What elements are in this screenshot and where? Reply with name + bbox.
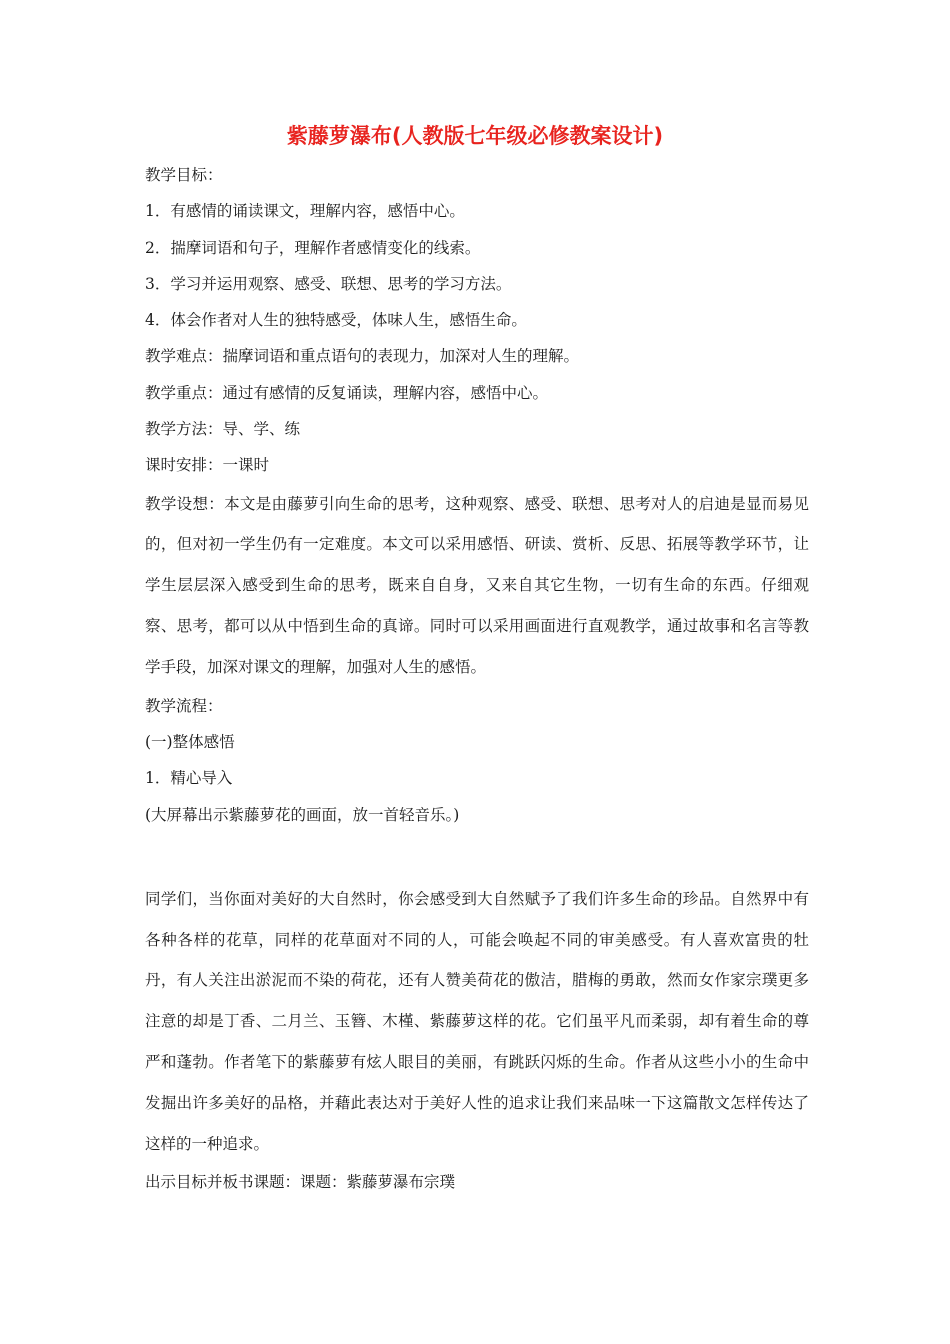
document-body <box>145 157 809 1201</box>
goal-item: 2．揣摩词语和句子，理解作者感情变化的线索。 <box>145 238 481 257</box>
blackboard-text: 出示目标并板书课题：课题：紫藤萝瀑布宗璞 <box>145 1173 456 1192</box>
document-title: 紫藤萝瀑布(人教版七年级必修教案设计) <box>286 124 664 148</box>
schedule-text: 课时安排：一课时 <box>145 456 270 475</box>
focus-text: 教学重点：通过有感情的反复诵读，理解内容，感悟中心。 <box>145 383 549 402</box>
method-text: 教学方法：导、学、练 <box>145 420 301 439</box>
spacer <box>145 833 809 879</box>
concept-paragraph: 教学设想：本文是由藤萝引向生命的思考，这种观察、感受、联想、思考对人的启迪是显而易见的，但对初一学生仍有一定难度。本文可以采用感悟、研读、赏析、反思、拓展等教学环节，让学生层层深入感受到生命的思考，既来自自身，又来自其它生物，一切有生命的东西。仔细观察、思考，都可以从中悟到生命的真谛。同时可以采用画面进行直观教学，通过故事和名言等教学手段，加深对课文的理解，加强对人生的感悟。 <box>145 494 809 676</box>
goal-item: 3．学习并运用观察、感受、联想、思考的学习方法。 <box>145 274 512 293</box>
stage-note: (大屏幕出示紫藤萝花的画面，放一首轻音乐。) <box>145 805 460 824</box>
difficulty-text: 教学难点：揣摩词语和重点语句的表现力，加深对人生的理解。 <box>145 347 580 366</box>
intro-paragraph: 同学们，当你面对美好的大自然时，你会感受到大自然赋予了我们许多生命的珍品。自然界中有各种各样的花草，同样的花草面对不同的人，可能会唤起不同的审美感受。有人喜欢富贵的牡丹，有人关注出淤泥而不染的荷花，还有人赞美荷花的傲洁，腊梅的勇敢，然而女作家宗璞更多注意的却是丁香、二月兰、玉簪、木槿、紫藤萝这样的花。它们虽平凡而柔弱，却有着生命的尊严和蓬勃。作者笔下的紫藤萝有炫人眼目的美丽，有跳跃闪烁的生命。作者从这些小小的生命中发掘出许多美好的品格，并藉此表达对于美好人性的追求让我们来品味一下这篇散文怎样传达了这样的一种追求。 <box>145 889 809 1153</box>
goals-heading: 教学目标： <box>145 166 223 184</box>
section-heading: (一)整体感悟 <box>145 732 235 751</box>
goal-item: 4．体会作者对人生的独特感受，体味人生，感悟生命。 <box>145 311 527 330</box>
goal-item: 1．有感情的诵读课文，理解内容，感悟中心。 <box>145 202 465 221</box>
process-heading: 教学流程： <box>145 696 223 715</box>
step-heading: 1．精心导入 <box>145 769 233 788</box>
